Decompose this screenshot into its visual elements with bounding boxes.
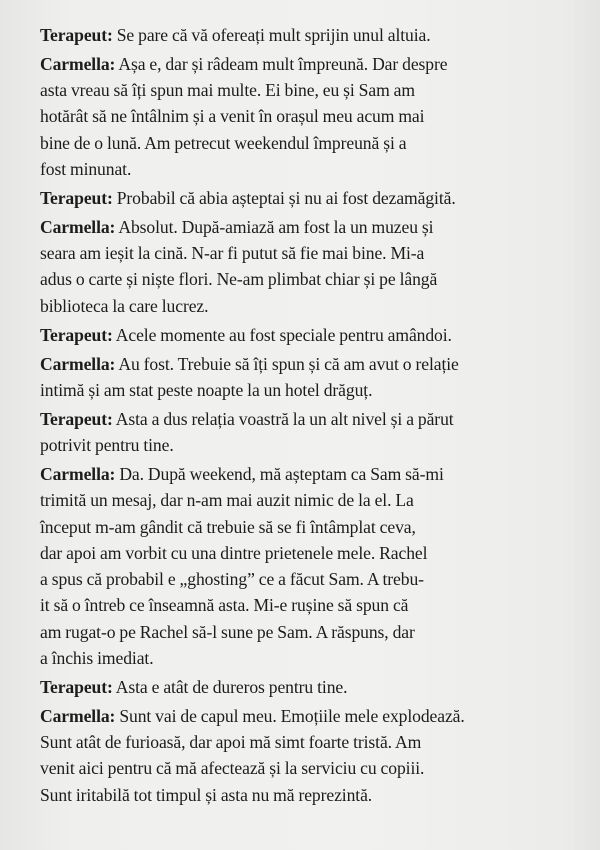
dialogue-line	[40, 461, 585, 487]
dialogue-line	[40, 645, 585, 671]
speaker-name: Carmella:	[40, 705, 116, 726]
dialogue-line	[40, 703, 585, 729]
line-text: Se pare că vă ofereați mult sprijin unul altuia.	[116, 25, 431, 45]
line-text: dar apoi am vorbit cu una dintre prietenele mele. Rachel	[40, 542, 428, 563]
dialogue-entry	[40, 51, 585, 182]
dialogue-line	[40, 619, 585, 645]
dialogue-line	[40, 566, 585, 592]
line-text: Asta a dus relația voastră la un alt nivel și a părut	[115, 408, 454, 429]
speaker-name: Terapeut:	[40, 324, 113, 345]
dialogue-line	[40, 214, 585, 240]
line-text: Acele momente au fost speciale pentru amândoi.	[115, 324, 452, 345]
line-text: am rugat-o pe Rachel să-l sune pe Sam. A răspuns, dar	[40, 621, 415, 642]
dialogue-line	[40, 266, 585, 292]
dialogue-entry	[40, 214, 585, 319]
dialogue-line	[40, 156, 585, 182]
line-text: Așa e, dar și râdeam mult împreună. Dar despre	[118, 53, 448, 74]
line-text: venit aici pentru că mă afectează și la serviciu cu copiii.	[40, 758, 425, 779]
dialogue-line	[40, 755, 585, 781]
line-text: seara am ieșit la cină. N-ar fi putut să fie mai bine. Mi-a	[40, 243, 425, 264]
line-text: adus o carte și niște flori. Ne-am plimbat chiar și pe lângă	[40, 269, 438, 290]
dialogue-line	[40, 51, 585, 77]
dialogue-entry	[40, 461, 585, 671]
speaker-name: Carmella:	[40, 53, 116, 74]
dialogue-line	[40, 322, 585, 348]
line-text: Au fost. Trebuie să îți spun și că am avut o relație	[118, 353, 459, 374]
line-text: Sunt vai de capul meu. Emoțiile mele explodează.	[119, 705, 465, 726]
dialogue-line	[40, 293, 585, 319]
speaker-name: Terapeut:	[40, 188, 113, 208]
line-text: Sunt atât de furioasă, dar apoi mă simt foarte tristă. Am	[40, 732, 422, 753]
line-text: it să o întreb ce înseamnă asta. Mi-e rușine să spun că	[40, 595, 409, 616]
dialogue-line	[40, 514, 585, 540]
line-text: Probabil că abia așteptai și nu ai fost dezamăgită.	[116, 188, 456, 208]
dialogue-line	[40, 782, 585, 808]
line-text: Asta e atât de dureros pentru tine.	[115, 677, 348, 697]
speaker-name: Terapeut:	[40, 25, 113, 45]
line-text: Da. După weekend, mă așteptam ca Sam să-mi	[119, 464, 444, 484]
dialogue-line	[40, 77, 585, 103]
line-text: Sunt iritabilă tot timpul și asta nu mă reprezintă.	[40, 784, 373, 805]
dialogue-entry	[40, 185, 585, 211]
dialogue-line	[40, 487, 585, 513]
dialogue-line	[40, 22, 585, 48]
line-text: potrivit pentru tine.	[40, 435, 174, 456]
dialogue-line	[40, 103, 585, 129]
dialogue-line	[40, 406, 585, 432]
speaker-name: Carmella:	[40, 353, 116, 374]
line-text: biblioteca la care lucrez.	[40, 295, 209, 316]
line-text: început m-am gândit că trebuie să se fi întâmplat ceva,	[40, 516, 416, 537]
dialogue-entry	[40, 674, 585, 700]
dialogue-line	[40, 729, 585, 755]
dialogue-line	[40, 130, 585, 156]
speaker-name: Terapeut:	[40, 677, 113, 697]
dialogue-line	[40, 377, 585, 403]
dialogue-line	[40, 185, 585, 211]
dialogue-line	[40, 674, 585, 700]
dialogue-line	[40, 432, 585, 458]
speaker-name: Carmella:	[40, 464, 116, 484]
line-text: a spus că probabil e „ghosting” ce a făcut Sam. A trebu-	[40, 569, 424, 590]
line-text: trimită un mesaj, dar n-am mai auzit nimic de la el. La	[40, 490, 414, 511]
line-text: hotărât să ne întâlnim și a venit în orașul meu acum mai	[40, 106, 425, 127]
dialogue-entry	[40, 322, 585, 348]
dialogue-entry	[40, 406, 585, 459]
line-text: intimă și am stat peste noapte la un hotel drăguț.	[40, 379, 373, 400]
dialogue-entry	[40, 22, 585, 48]
dialogue-line	[40, 592, 585, 618]
dialogue-line	[40, 540, 585, 566]
line-text: fost minunat.	[40, 159, 132, 180]
dialogue-line	[40, 240, 585, 266]
line-text: bine de o lună. Am petrecut weekendul împreună și a	[40, 132, 407, 153]
line-text: Absolut. După-amiază am fost la un muzeu și	[118, 216, 434, 237]
speaker-name: Carmella:	[40, 216, 116, 237]
dialogue-line	[40, 351, 585, 377]
dialogue-entry	[40, 703, 585, 808]
speaker-name: Terapeut:	[40, 408, 113, 429]
line-text: asta vreau să îți spun mai multe. Ei bine, eu și Sam am	[40, 80, 415, 101]
dialogue-entry	[40, 351, 585, 404]
line-text: a închis imediat.	[40, 648, 154, 669]
